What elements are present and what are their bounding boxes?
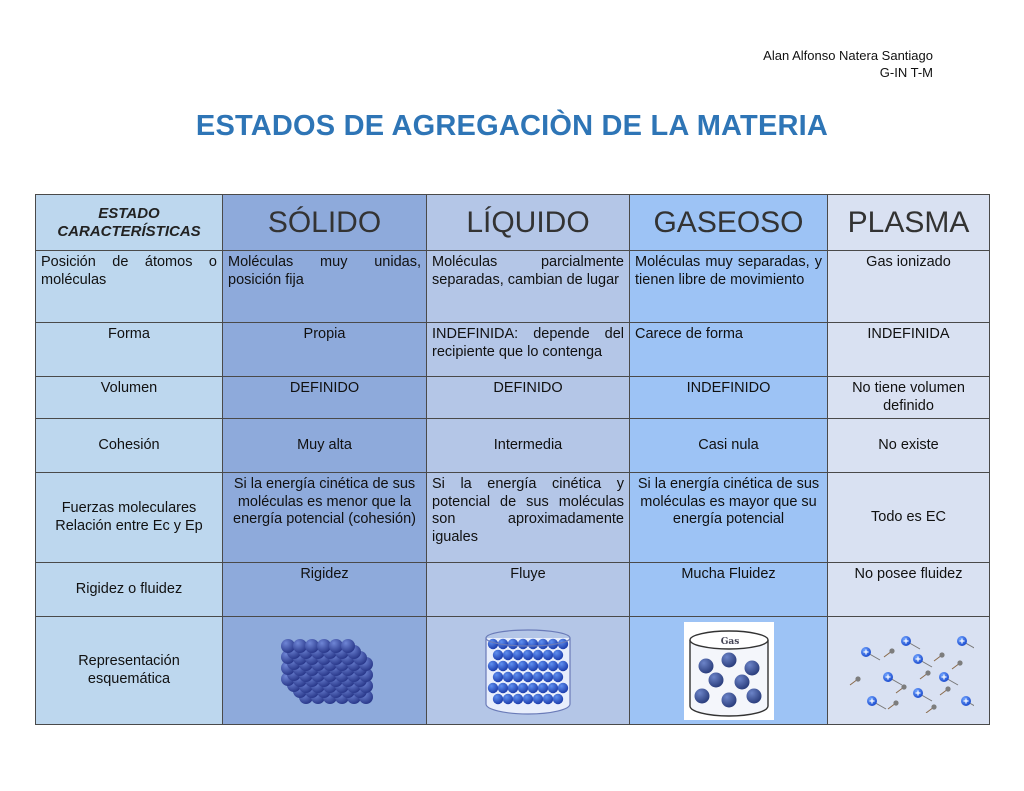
liquid-sphere <box>528 660 538 670</box>
gas-sphere <box>744 660 759 675</box>
row-label-representacion <box>36 617 223 725</box>
cell-liquido-rigidez: Fluye <box>427 563 630 617</box>
liquid-sphere <box>503 671 513 681</box>
corner-caracteristicas: CARACTERÍSTICAS <box>57 222 201 240</box>
liquid-sphere <box>493 649 503 659</box>
table-row <box>36 377 990 419</box>
cell-solido-posicion: Moléculas muy unidas, posición fija <box>223 251 427 323</box>
solid-sphere <box>341 639 355 653</box>
liquid-sphere <box>543 671 553 681</box>
row-label-representacion-line2: esquemática <box>87 670 171 687</box>
table-row <box>36 617 990 725</box>
cell-plasma-cohesion: No existe <box>828 419 990 473</box>
liquid-sphere <box>518 638 528 648</box>
liquid-sphere <box>553 693 563 703</box>
row-label-fuerzas-line2: Relación entre Ec y Ep <box>55 517 203 534</box>
row-label-volumen: Volumen <box>36 377 223 419</box>
header-gaseoso: GASEOSO <box>630 195 828 251</box>
cell-gaseoso-fuerzas: Si la energía cinética de sus moléculas es mayor que su energía potencial <box>630 473 828 563</box>
cell-solido-image <box>223 617 427 725</box>
solid-sphere <box>305 639 319 653</box>
author-name: Alan Alfonso Natera Santiago <box>763 48 933 63</box>
cell-gaseoso-rigidez: Mucha Fluidez <box>630 563 828 617</box>
cell-gaseoso-forma: Carece de forma <box>630 323 828 377</box>
plasma-electron <box>893 700 898 705</box>
liquid-sphere <box>533 671 543 681</box>
cell-solido-cohesion: Muy alta <box>223 419 427 473</box>
cell-solido-forma: Propia <box>223 323 427 377</box>
cell-plasma-rigidez: No posee fluidez <box>828 563 990 617</box>
author-group: G-IN T-M <box>879 65 933 80</box>
liquid-sphere <box>498 682 508 692</box>
corner-estado: ESTADO <box>98 204 160 222</box>
cell-liquido-posicion: Moléculas parcialmente separadas, cambian de lugar <box>427 251 630 323</box>
liquid-container-illustration <box>478 624 578 718</box>
corner-header <box>36 195 223 251</box>
gas-sphere <box>721 692 736 707</box>
liquid-sphere <box>523 649 533 659</box>
cell-plasma-posicion: Gas ionizado <box>828 251 990 323</box>
plasma-electron <box>939 652 944 657</box>
cell-liquido-image <box>427 617 630 725</box>
liquid-sphere <box>523 693 533 703</box>
liquid-sphere <box>518 682 528 692</box>
cell-plasma-image <box>828 617 990 725</box>
liquid-sphere <box>538 682 548 692</box>
liquid-sphere <box>513 671 523 681</box>
liquid-sphere <box>553 671 563 681</box>
cell-gaseoso-volumen: INDEFINIDO <box>630 377 828 419</box>
liquid-sphere <box>543 649 553 659</box>
cell-liquido-volumen: DEFINIDO <box>427 377 630 419</box>
gas-sphere <box>746 688 761 703</box>
solid-sphere <box>329 639 343 653</box>
liquid-sphere <box>548 660 558 670</box>
gas-sphere <box>734 674 749 689</box>
liquid-sphere <box>518 660 528 670</box>
plasma-electron <box>901 684 906 689</box>
gas-container-illustration <box>684 622 774 720</box>
liquid-sphere <box>508 660 518 670</box>
plasma-electron <box>855 676 860 681</box>
liquid-sphere <box>503 649 513 659</box>
header-row <box>36 195 990 251</box>
cell-solido-fuerzas: Si la energía cinética de sus moléculas es menor que la energía potencial (cohesión) <box>223 473 427 563</box>
header-liquido: LÍQUIDO <box>427 195 630 251</box>
cell-plasma-forma: INDEFINIDA <box>828 323 990 377</box>
liquid-sphere <box>538 660 548 670</box>
liquid-sphere <box>498 660 508 670</box>
gas-sphere <box>698 658 713 673</box>
solid-sphere <box>293 639 307 653</box>
plasma-electron <box>957 660 962 665</box>
table-row <box>36 251 990 323</box>
liquid-sphere <box>528 638 538 648</box>
row-label-cohesion: Cohesión <box>36 419 223 473</box>
liquid-sphere <box>488 638 498 648</box>
row-label-representacion-line1: Representación <box>78 653 180 669</box>
row-label-rigidez: Rigidez o fluidez <box>36 563 223 617</box>
liquid-sphere <box>503 693 513 703</box>
header-solido: SÓLIDO <box>223 195 427 251</box>
liquid-sphere <box>533 693 543 703</box>
table-row <box>36 419 990 473</box>
cell-solido-volumen: DEFINIDO <box>223 377 427 419</box>
row-label-fuerzas-line1: Fuerzas moleculares <box>61 500 197 516</box>
plasma-electron <box>931 704 936 709</box>
liquid-sphere <box>488 682 498 692</box>
table-row <box>36 563 990 617</box>
gas-sphere <box>694 688 709 703</box>
liquid-sphere <box>508 682 518 692</box>
author-block <box>763 47 933 81</box>
solid-sphere <box>281 639 295 653</box>
liquid-sphere <box>558 660 568 670</box>
cell-gaseoso-cohesion: Casi nula <box>630 419 828 473</box>
gas-sphere <box>721 652 736 667</box>
row-label-forma: Forma <box>36 323 223 377</box>
liquid-sphere <box>558 682 568 692</box>
solid-sphere <box>317 639 331 653</box>
cell-liquido-fuerzas: Si la energía cinética y potencial de sus moléculas son aproximadamente iguales <box>427 473 630 563</box>
liquid-sphere <box>513 693 523 703</box>
liquid-sphere <box>548 682 558 692</box>
cell-liquido-cohesion: Intermedia <box>427 419 630 473</box>
page-title: ESTADOS DE AGREGACIÒN DE LA MATERIA <box>195 110 829 142</box>
liquid-sphere <box>558 638 568 648</box>
liquid-sphere <box>493 693 503 703</box>
row-label-posicion: Posición de átomos o moléculas <box>36 251 223 323</box>
cell-plasma-fuerzas: Todo es EC <box>828 473 990 563</box>
header-plasma: PLASMA <box>828 195 990 251</box>
cell-plasma-volumen: No tiene volumen definido <box>828 377 990 419</box>
liquid-sphere <box>528 682 538 692</box>
liquid-sphere <box>488 660 498 670</box>
liquid-sphere <box>538 638 548 648</box>
plasma-particles-illustration <box>844 629 974 713</box>
liquid-sphere <box>543 693 553 703</box>
cell-solido-rigidez: Rigidez <box>223 563 427 617</box>
cell-liquido-forma: INDEFINIDA: depende del recipiente que lo contenga <box>427 323 630 377</box>
liquid-sphere <box>508 638 518 648</box>
cell-gaseoso-posicion: Moléculas muy separadas, y tienen libre de movimiento <box>630 251 828 323</box>
liquid-sphere <box>493 671 503 681</box>
liquid-sphere <box>553 649 563 659</box>
plasma-electron <box>889 648 894 653</box>
plasma-electron <box>925 670 930 675</box>
liquid-sphere <box>533 649 543 659</box>
cell-gaseoso-image <box>630 617 828 725</box>
table-row <box>36 323 990 377</box>
plasma-electron <box>945 686 950 691</box>
liquid-sphere <box>523 671 533 681</box>
solid-lattice-illustration <box>270 631 380 711</box>
gas-sphere <box>708 672 723 687</box>
table-row <box>36 473 990 563</box>
states-table <box>35 194 990 725</box>
liquid-sphere <box>513 649 523 659</box>
row-label-fuerzas <box>36 473 223 563</box>
gas-label: Gas <box>720 636 739 647</box>
